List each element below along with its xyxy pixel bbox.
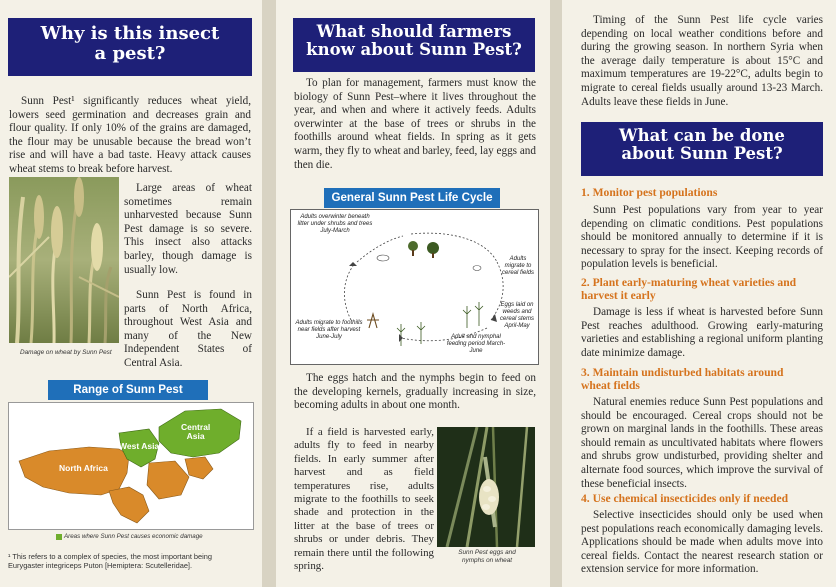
label-migrate-foothills: Adults migrate to foothills near fields after harvest June-July xyxy=(295,320,363,340)
panel-what-can-be-done xyxy=(562,0,836,587)
label-migrate-cereal: Adults migrate to cereal fields xyxy=(501,256,534,276)
wheat-plant-icon xyxy=(463,306,471,328)
lifecycle-title-bar: General Sunn Pest Life Cycle xyxy=(324,188,500,208)
harvest-paragraph: If a field is harvested early, adults fly to feed in nearby fields. In early summer after harvest and as field temperatures rise, adults migrate to the foothills to seek shade and protection in the litter at the base of trees or shrubs or under debris. They remain there until the following spring. xyxy=(294,426,434,573)
map-title-bar: Range of Sunn Pest xyxy=(48,380,208,400)
eggs-nymphs-photo xyxy=(437,427,535,547)
panel-farmers-know xyxy=(276,0,550,587)
unharvested-paragraph: Large areas of wheat sometimes remain unharvested because Sunn Pest damage is so severe. This insect also attacks barley, though damage is usually low. xyxy=(124,182,252,276)
wheat-damage-photo xyxy=(9,177,119,343)
section-1-heading: 1. Monitor pest populations xyxy=(581,186,718,199)
title-line-2: a pest? xyxy=(94,43,166,65)
title-line-2: about Sunn Pest? xyxy=(621,144,783,164)
panel-title xyxy=(8,18,252,76)
section-2-text: Damage is less if wheat is harvested before Sunn Pest reaches adulthood. Growing early-maturing varieties and establishing a regional uniform planting date minimize damage. xyxy=(581,306,823,359)
panel-title xyxy=(581,122,823,176)
map-label-north-africa: North Africa xyxy=(59,463,108,473)
label-overwinter: Adults overwinter beneath litter under shrubs and trees July-March xyxy=(297,214,373,234)
fold-gutter-2 xyxy=(550,0,562,587)
tree-icon xyxy=(408,241,418,251)
intro-paragraph: Sunn Pest¹ significantly reduces wheat yield, lowers seed germination and decreases grain and flour quality. If only 10% of the grains are damaged, the flour may be unusable because the bread won’t rise and will have a bad taste. Heavy attack causes wheat stems to break before harvest. xyxy=(9,95,251,175)
south-asia-region xyxy=(185,457,213,479)
label-eggs: Eggs laid on weeds and cereal stems April-May xyxy=(499,302,534,329)
section-2-heading: 2. Plant early-maturing wheat varieties and harvest it early xyxy=(581,276,797,302)
eggs-photo-caption: Sunn Pest eggs and nymphs on wheat xyxy=(458,549,516,564)
footnote: ¹ This refers to a complex of species, the most important being Eurygaster integriceps Puton [Hemiptera: Scutelleridae]. xyxy=(8,552,213,570)
panel-title xyxy=(293,18,535,72)
title-line-1: Why is this insect xyxy=(40,23,220,44)
map-legend-text: Areas where Sunn Pest causes economic damage xyxy=(64,533,203,540)
photo-caption: Damage on wheat by Sunn Pest xyxy=(20,349,112,356)
range-map xyxy=(8,402,254,530)
legend-swatch xyxy=(56,534,62,540)
adult-bug-icon xyxy=(377,255,389,261)
section-3-text: Natural enemies reduce Sunn Pest populations and should be encouraged. Cereal crops should not be grown on marginal lands in the foothills. These areas should remain as uncultivated habitats where flowers and shrubs grow undisturbed, providing shelter and alternate food sources, which improve the survival of these beneficial insects. xyxy=(581,396,823,490)
harvest-sheaf-icon xyxy=(367,314,379,328)
section-4-heading: 4. Use chemical insecticides only if needed xyxy=(581,492,789,505)
east-africa-region xyxy=(109,487,149,523)
section-3-heading: 3. Maintain undisturbed habitats around wheat fields xyxy=(581,366,784,392)
panel-why-pest xyxy=(0,0,262,587)
timing-paragraph: Timing of the Sunn Pest life cycle varies depending on local weather conditions before and during the growing season. In northern Syria when the average daily temperature is about 15°C and maximum temperatures are 19-22°C, adults begin to migrate to cereal fields usually around 13-23 March. Adults leave these fields in June. xyxy=(581,14,823,108)
fold-gutter-1 xyxy=(262,0,276,587)
section-4-text: Selective insecticides should only be used when pest populations reach economically damaging levels. Applications should be made when adults move into cereal fields. Contact the nearest research station or extension service for more information. xyxy=(581,509,823,576)
lifecycle-diagram xyxy=(290,209,539,365)
title-line-1: What can be done xyxy=(619,126,785,145)
label-feeding: Adult and nymphal feeding period March-June xyxy=(446,334,506,354)
shrub-icon xyxy=(427,242,439,254)
intro-paragraph: To plan for management, farmers must know the biology of Sunn Pest–where it lives throughout the year, and when and where it actively feeds. Adults overwinter at the base of trees or shrubs in the foothills around wheat fields. In spring as it gets warm, they fly to wheat and barley, feed, lay eggs and then die. xyxy=(294,77,536,171)
eggs-paragraph: The eggs hatch and the nymphs begin to feed on the developing kernels, gradually increasing in size, becoming adults in about one month. xyxy=(294,372,536,412)
title-line-1: What should farmers xyxy=(316,22,512,41)
title-line-2: know about Sunn Pest? xyxy=(306,40,522,60)
map-label-west-asia: West Asia xyxy=(119,441,160,451)
section-1-text: Sunn Pest populations vary from year to year depending on climatic conditions. Pest populations should be monitored annually to determine if it is necessary to spray for the insect. Keeping records of population levels is beneficial. xyxy=(581,204,823,271)
distribution-paragraph: Sunn Pest is found in parts of North Africa, throughout West Asia and many of the New Independent States of Central Asia. xyxy=(124,289,252,369)
arabia-region xyxy=(147,461,189,499)
map-label-central-asia: Central Asia xyxy=(181,422,211,441)
